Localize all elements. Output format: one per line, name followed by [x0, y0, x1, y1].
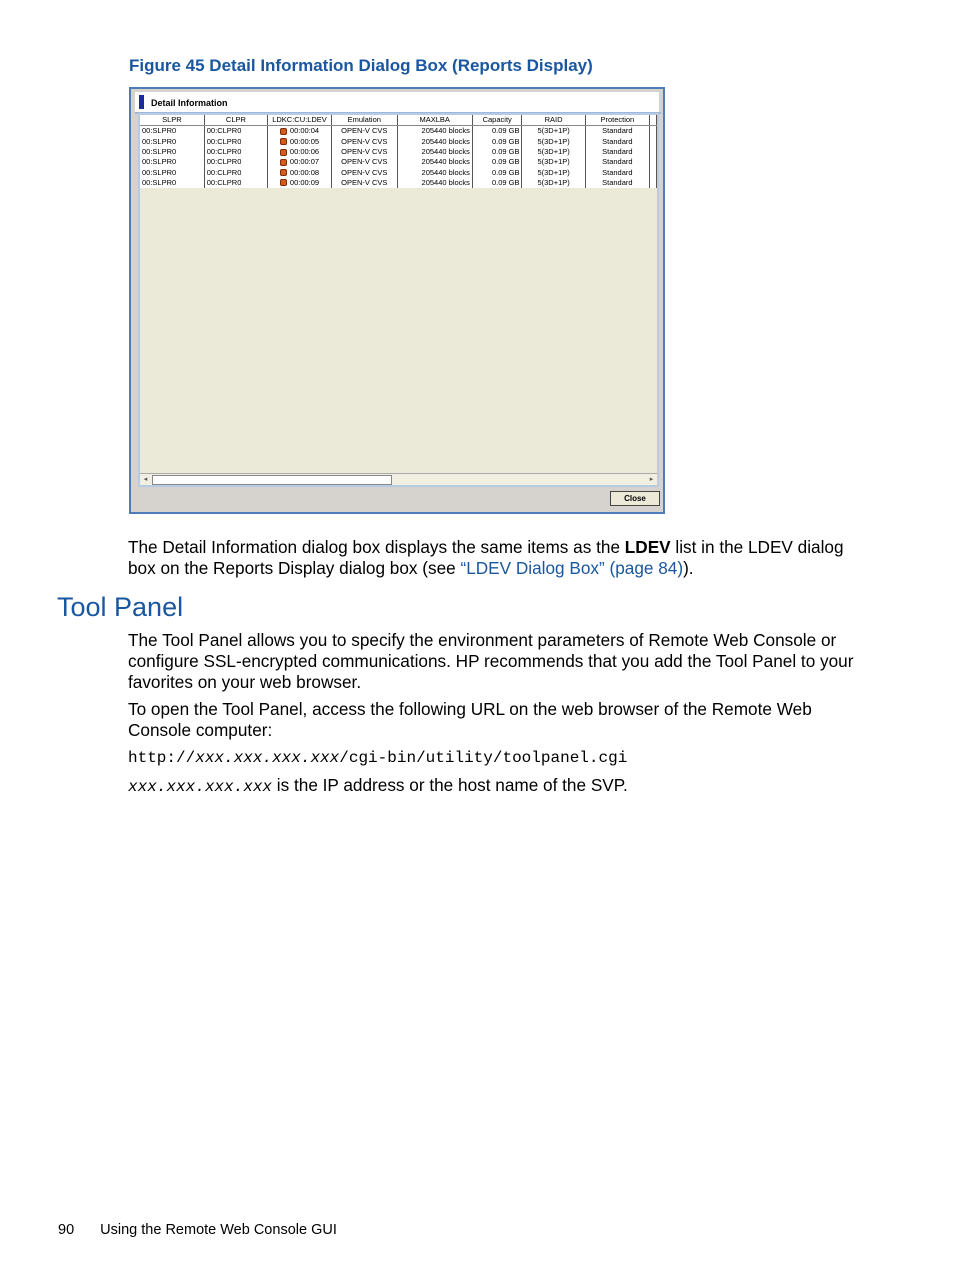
- cell-filler: [649, 147, 656, 157]
- cell-capacity: 0.09 GB: [472, 157, 522, 167]
- scrollbar-thumb[interactable]: [152, 475, 392, 485]
- ldev-id: 00:00:06: [289, 147, 320, 157]
- column-header-filler: [649, 115, 656, 126]
- ldev-icon: [280, 149, 287, 156]
- table-row[interactable]: [140, 157, 657, 167]
- cell-emulation: OPEN-V CVS: [331, 178, 397, 188]
- cell-clpr: 00:CLPR0: [204, 137, 267, 147]
- column-header-slpr[interactable]: SLPR: [140, 115, 204, 126]
- column-header-capacity[interactable]: Capacity: [472, 115, 522, 126]
- scroll-right-icon[interactable]: ▸: [649, 476, 654, 483]
- cell-emulation: OPEN-V CVS: [331, 126, 397, 137]
- ldev-id: 00:00:09: [289, 177, 320, 187]
- cell-maxlba: 205440 blocks: [397, 178, 472, 188]
- dialog-header: [135, 92, 659, 112]
- column-header-emulation[interactable]: Emulation: [331, 115, 397, 126]
- cell-raid: 5(3D+1P): [522, 126, 585, 137]
- cell-ldev: [268, 126, 332, 137]
- column-header-protection[interactable]: Protection: [585, 115, 649, 126]
- desc-text: The Detail Information dialog box displays the same items as the: [128, 537, 625, 557]
- dialog-description: [128, 537, 873, 579]
- column-header-raid[interactable]: RAID: [522, 115, 585, 126]
- section-heading: Tool Panel: [57, 592, 184, 622]
- scroll-left-icon[interactable]: ◂: [143, 476, 148, 483]
- host-explanation: [128, 775, 873, 798]
- ldev-grid: [138, 113, 659, 487]
- desc-text-3: ).: [683, 558, 694, 578]
- horizontal-scrollbar[interactable]: [140, 473, 657, 485]
- cell-capacity: 0.09 GB: [472, 137, 522, 147]
- tool-panel-intro: The Tool Panel allows you to specify the environment parameters of Remote Web Console or configure SSL-encrypted communications. HP recommends that you add the Tool Panel to your favorites on your web browser.: [128, 630, 854, 692]
- desc-text-2: list in the LDEV dialog box on the Reports Display dialog box (see: [128, 537, 844, 578]
- column-header-maxlba[interactable]: MAXLBA: [397, 115, 472, 126]
- ldev-dialog-link[interactable]: “LDEV Dialog Box” (page 84): [460, 558, 684, 578]
- cell-emulation: OPEN-V CVS: [331, 147, 397, 157]
- table-row[interactable]: [140, 137, 657, 147]
- cell-capacity: 0.09 GB: [472, 178, 522, 188]
- ldev-id: 00:00:08: [289, 167, 320, 177]
- ldev-id: 00:00:04: [289, 126, 320, 136]
- table-row[interactable]: [140, 167, 657, 177]
- ldev-icon: [280, 179, 287, 186]
- detail-information-dialog: [129, 87, 665, 514]
- cell-ldev: [268, 147, 332, 157]
- cell-emulation: OPEN-V CVS: [331, 167, 397, 177]
- cell-clpr: 00:CLPR0: [204, 147, 267, 157]
- ldev-icon: [280, 159, 287, 166]
- cell-clpr: 00:CLPR0: [204, 157, 267, 167]
- cell-protection: Standard: [585, 126, 649, 137]
- table-row[interactable]: [140, 178, 657, 188]
- cell-maxlba: 205440 blocks: [397, 167, 472, 177]
- cell-maxlba: 205440 blocks: [397, 126, 472, 137]
- table-row[interactable]: [140, 147, 657, 157]
- ldev-id: 00:00:07: [289, 157, 320, 167]
- cell-slpr: 00:SLPR0: [140, 178, 204, 188]
- host-placeholder: xxx.xxx.xxx.xxx: [128, 778, 273, 796]
- cell-raid: 5(3D+1P): [522, 178, 585, 188]
- cell-filler: [649, 178, 656, 188]
- url-prefix: http://: [128, 749, 196, 767]
- cell-protection: Standard: [585, 157, 649, 167]
- table-row[interactable]: [140, 126, 657, 137]
- cell-protection: Standard: [585, 178, 649, 188]
- url-host: xxx.xxx.xxx.xxx: [195, 749, 340, 767]
- close-button[interactable]: Close: [610, 491, 660, 506]
- url-path: /cgi-bin/utility/toolpanel.cgi: [339, 749, 628, 767]
- cell-clpr: 00:CLPR0: [204, 167, 267, 177]
- ldev-icon: [280, 138, 287, 145]
- cell-filler: [649, 126, 656, 137]
- cell-ldev: [268, 157, 332, 167]
- cell-protection: Standard: [585, 167, 649, 177]
- cell-clpr: 00:CLPR0: [204, 178, 267, 188]
- cell-slpr: 00:SLPR0: [140, 157, 204, 167]
- page-footer: [58, 1222, 337, 1238]
- ldev-term: LDEV: [624, 537, 671, 557]
- column-header-ldev[interactable]: LDKC:CU:LDEV: [268, 115, 332, 126]
- cell-maxlba: 205440 blocks: [397, 157, 472, 167]
- page-number: 90: [58, 1222, 75, 1238]
- cell-capacity: 0.09 GB: [472, 147, 522, 157]
- cell-slpr: 00:SLPR0: [140, 126, 204, 137]
- cell-ldev: [268, 137, 332, 147]
- cell-filler: [649, 167, 656, 177]
- cell-maxlba: 205440 blocks: [397, 137, 472, 147]
- cell-capacity: 0.09 GB: [472, 126, 522, 137]
- cell-raid: 5(3D+1P): [522, 147, 585, 157]
- tool-panel-url[interactable]: [128, 748, 873, 769]
- cell-raid: 5(3D+1P): [522, 167, 585, 177]
- cell-ldev: [268, 167, 332, 177]
- ldev-icon: [280, 169, 287, 176]
- table-header-row: [140, 115, 657, 126]
- cell-clpr: 00:CLPR0: [204, 126, 267, 137]
- cell-ldev: [268, 178, 332, 188]
- cell-filler: [649, 137, 656, 147]
- cell-slpr: 00:SLPR0: [140, 167, 204, 177]
- cell-slpr: 00:SLPR0: [140, 137, 204, 147]
- cell-slpr: 00:SLPR0: [140, 147, 204, 157]
- cell-emulation: OPEN-V CVS: [331, 157, 397, 167]
- figure-caption: Figure 45 Detail Information Dialog Box (Reports Display): [129, 56, 593, 75]
- cell-protection: Standard: [585, 137, 649, 147]
- cell-capacity: 0.09 GB: [472, 167, 522, 177]
- cell-maxlba: 205440 blocks: [397, 147, 472, 157]
- ldev-id: 00:00:05: [289, 136, 320, 146]
- ldev-icon: [280, 128, 287, 135]
- cell-emulation: OPEN-V CVS: [331, 137, 397, 147]
- tool-panel-open-instructions: To open the Tool Panel, access the following URL on the web browser of the Remote Web Console computer:: [128, 699, 812, 740]
- dialog-title: Detail Information: [151, 98, 228, 108]
- cell-raid: 5(3D+1P): [522, 157, 585, 167]
- chapter-title: Using the Remote Web Console GUI: [100, 1222, 337, 1238]
- host-description: is the IP address or the host name of the SVP.: [272, 775, 628, 795]
- cell-filler: [649, 157, 656, 167]
- ldev-table: [140, 115, 657, 188]
- cell-protection: Standard: [585, 147, 649, 157]
- column-header-clpr[interactable]: CLPR: [204, 115, 267, 126]
- title-bar-marker: [139, 95, 144, 109]
- cell-raid: 5(3D+1P): [522, 137, 585, 147]
